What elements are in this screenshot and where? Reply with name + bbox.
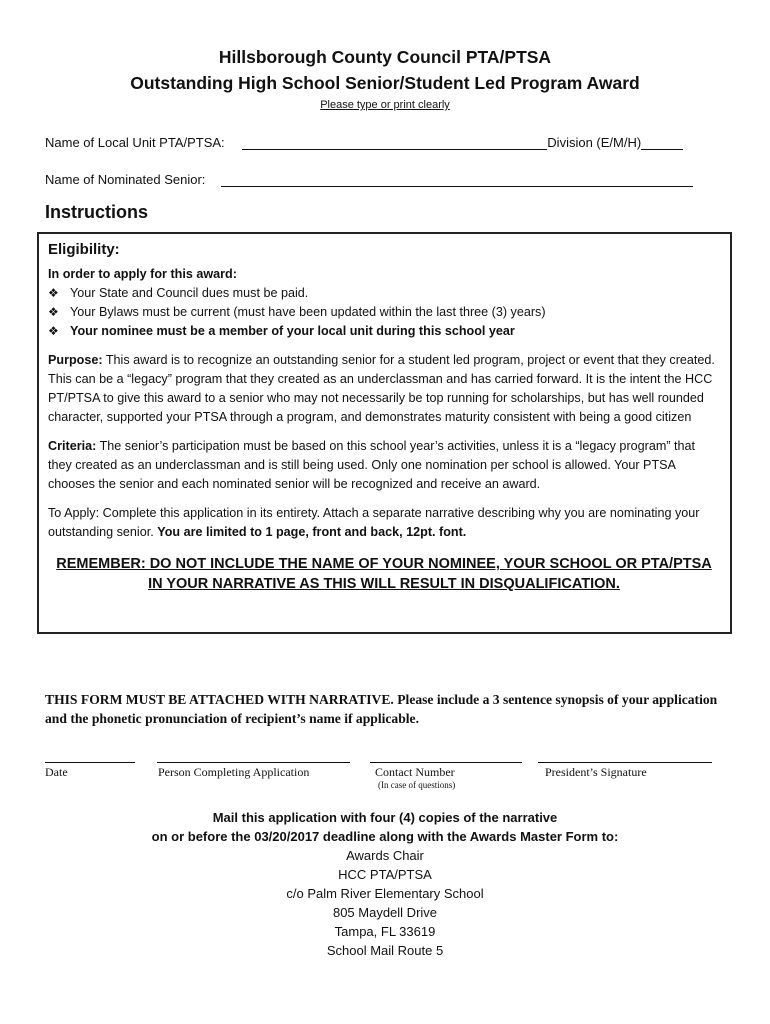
date-label: Date — [45, 765, 68, 779]
apply-limit-text: You are limited to 1 page, front and back, 12pt. font. — [157, 525, 467, 539]
nominated-senior-field-row — [45, 172, 693, 187]
local-unit-input-line[interactable] — [242, 136, 547, 150]
apply-paragraph — [48, 504, 720, 542]
list-item — [48, 303, 720, 322]
mail-address-line: Tampa, FL 33619 — [334, 924, 436, 939]
person-signature-line[interactable] — [157, 762, 350, 763]
mail-address-line: School Mail Route 5 — [326, 943, 444, 958]
eligibility-bullet-membership: Your nominee must be a member of your local unit during this school year — [70, 324, 515, 338]
person-completing-label: Person Completing Application — [158, 765, 310, 779]
nominated-senior-input-line[interactable] — [221, 173, 693, 187]
division-input-line[interactable] — [641, 136, 683, 150]
diamond-bullet-icon: ❖ — [48, 305, 59, 319]
nominated-senior-label: Name of Nominated Senior: — [45, 172, 206, 187]
division-label: Division (E/M/H) — [547, 135, 642, 150]
contact-number-note: (In case of questions) — [378, 780, 456, 790]
purpose-text: This award is to recognize an outstanding senior for a student led program, project or event that they created. This can be a “legacy” program that they created as an underclassman and has carried forward. It is the intent the HCC PT/PTSA to give this award to a senior who may not necessarily be top running for scholarships, but has well rounded character, supported your PTSA through a program, and demonstrates maturity consistent with being a good citizen — [48, 353, 715, 424]
date-signature-line[interactable] — [45, 762, 135, 763]
criteria-paragraph — [48, 437, 720, 494]
purpose-paragraph — [48, 351, 720, 427]
mail-address-line: HCC PTA/PTSA — [338, 867, 432, 882]
president-signature-line[interactable] — [538, 762, 712, 763]
contact-number-label: Contact Number — [375, 765, 455, 779]
remember-line-2: IN YOUR NARRATIVE AS THIS WILL RESULT IN DISQUALIFICATION. — [148, 576, 620, 592]
eligibility-bullet-bylaws: Your Bylaws must be current (must have been updated within the last three (3) years) — [70, 305, 546, 319]
local-unit-field-row — [45, 135, 683, 150]
diamond-bullet-icon: ❖ — [48, 286, 59, 300]
instructions-heading: Instructions — [45, 202, 149, 222]
form-title: Hillsborough County Council PTA/PTSA — [218, 47, 552, 67]
form-subtitle: Please type or print clearly — [320, 99, 450, 111]
diamond-bullet-icon: ❖ — [48, 324, 59, 338]
list-item — [48, 322, 720, 341]
purpose-label: Purpose: — [48, 353, 103, 367]
president-signature-label: President’s Signature — [545, 765, 647, 779]
instructions-box — [37, 232, 732, 634]
eligibility-heading: Eligibility: — [48, 241, 120, 258]
mail-instruction-line-1: Mail this application with four (4) copies of the narrative — [212, 810, 558, 825]
eligibility-bullet-dues: Your State and Council dues must be paid. — [70, 286, 309, 300]
form-award-title: Outstanding High School Senior/Student Led Program Award — [130, 73, 640, 93]
criteria-text: The senior’s participation must be based on this school year’s activities, unless it is a “legacy program” that they created as an underclassman and is still being used. Only one nomination per school is allowed. Your PTSA chooses the senior and each nominated senior will be recognized and receive an award. — [48, 439, 696, 491]
mail-address-line: Awards Chair — [346, 848, 424, 863]
attach-notice: THIS FORM MUST BE ATTACHED WITH NARRATIVE. Please include a 3 sentence synopsis of your application and the phonetic pronunciation of recipient’s name if applicable. — [45, 692, 718, 726]
criteria-label: Criteria: — [48, 439, 97, 453]
local-unit-label: Name of Local Unit PTA/PTSA: — [45, 135, 225, 150]
apply-lead: In order to apply for this award: — [48, 267, 237, 281]
mail-address-line: 805 Maydell Drive — [332, 905, 438, 920]
mail-instruction-line-2: on or before the 03/20/2017 deadline along with the Awards Master Form to: — [151, 829, 619, 844]
list-item — [48, 284, 720, 303]
remember-line-1: REMEMBER: DO NOT INCLUDE THE NAME OF YOUR NOMINEE, YOUR SCHOOL OR PTA/PTSA — [56, 556, 712, 572]
mail-address-line: c/o Palm River Elementary School — [286, 886, 484, 901]
remember-warning — [48, 554, 720, 594]
contact-signature-line[interactable] — [370, 762, 522, 763]
apply-text: To Apply: Complete this application in its entirety. Attach a separate narrative describing why you are nominating your outstanding senior. — [48, 506, 700, 539]
